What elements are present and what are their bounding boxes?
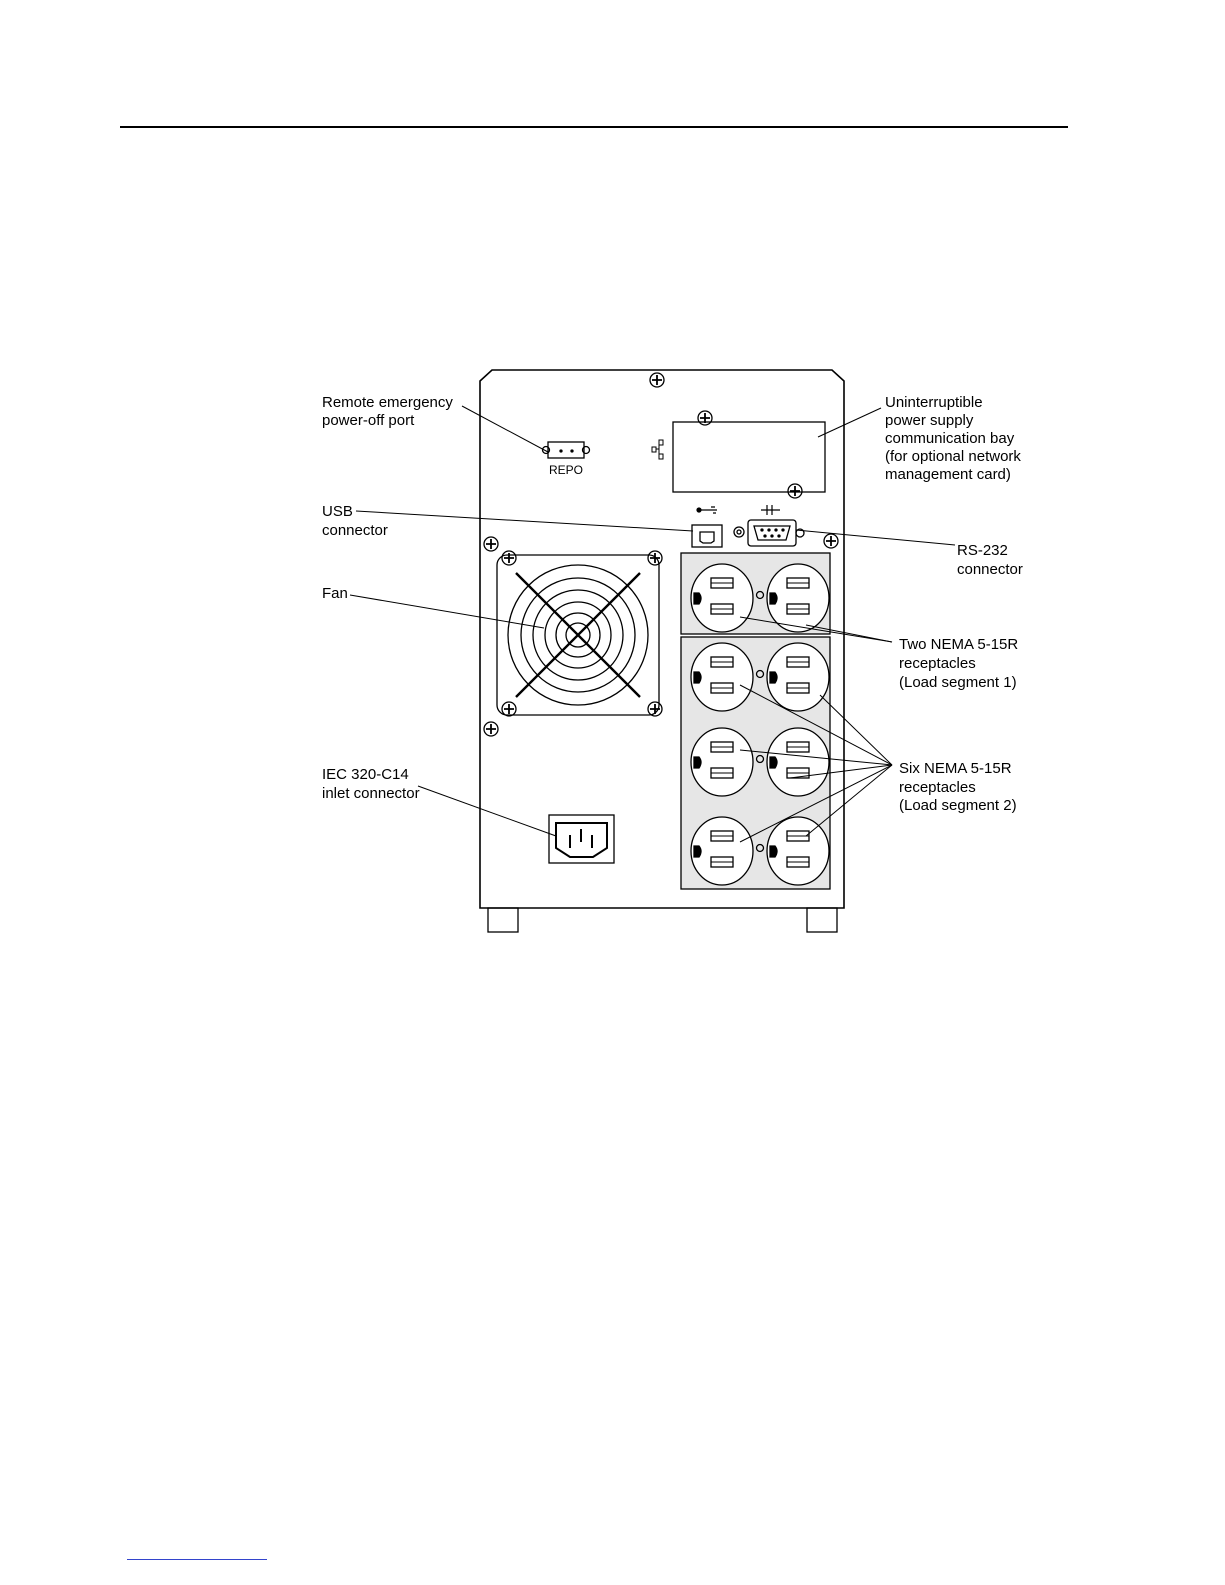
leader-lines: [350, 406, 955, 842]
screw: [502, 702, 516, 716]
six-nema-label-line: (Load segment 2): [899, 797, 1017, 814]
repo-port-label-line: Remote emergency: [322, 394, 453, 411]
rs232-label-line: connector: [957, 561, 1023, 578]
screw: [650, 373, 664, 387]
screw: [484, 537, 498, 551]
nema-5-15r-receptacle: [691, 728, 753, 796]
iec-320-c14-inlet: [549, 815, 614, 863]
comm-bay-label-line: (for optional network: [885, 448, 1021, 465]
rs232-connector: [748, 520, 804, 546]
six-nema-label: [899, 760, 1017, 814]
screw: [788, 484, 802, 498]
screw: [502, 551, 516, 565]
usb-icon: [697, 507, 717, 513]
indicator-led: [734, 527, 744, 537]
repo-port-label-line: power-off port: [322, 412, 415, 429]
comm-bay-label-line: communication bay: [885, 430, 1015, 447]
usb-connector-label: [322, 503, 388, 539]
nema-5-15r-receptacle: [691, 817, 753, 885]
iec-label-line: IEC 320-C14: [322, 766, 409, 783]
nema-5-15r-receptacle: [767, 643, 829, 711]
two-nema-label-line: receptacles: [899, 655, 976, 672]
comm-bay-label-line: Uninterruptible: [885, 394, 983, 411]
screw: [484, 722, 498, 736]
fan-label: Fan: [322, 585, 348, 602]
iec-label-line: inlet connector: [322, 785, 420, 802]
nema-5-15r-receptacle: [691, 564, 753, 632]
usb-connector: [692, 525, 722, 547]
comm-bay-label-line: management card): [885, 466, 1011, 483]
screw: [648, 551, 662, 565]
rs232-connector-label: [957, 542, 1023, 578]
two-nema-label-line: Two NEMA 5-15R: [899, 636, 1019, 653]
repo-port: [543, 442, 590, 458]
iec-inlet-label: [322, 766, 420, 802]
two-nema-label-line: (Load segment 1): [899, 674, 1017, 691]
usb-label-line: connector: [322, 522, 388, 539]
rs232-label-line: RS-232: [957, 542, 1008, 559]
communication-bay-label: [885, 394, 1021, 483]
serial-port-icon: [761, 505, 780, 515]
screw: [648, 702, 662, 716]
six-nema-label-line: receptacles: [899, 779, 976, 796]
comm-bay-label-line: power supply: [885, 412, 974, 429]
six-nema-label-line: Six NEMA 5-15R: [899, 760, 1012, 777]
repo-tag: REPO: [549, 463, 584, 477]
usb-label-line: USB: [322, 503, 353, 520]
network-icon: [652, 440, 663, 459]
fan: [497, 555, 659, 715]
nema-5-15r-receptacle: [767, 564, 829, 632]
nema-5-15r-receptacle: [691, 643, 753, 711]
screw: [698, 411, 712, 425]
nema-5-15r-receptacle: [767, 728, 829, 796]
two-nema-label: [899, 636, 1018, 691]
nema-5-15r-receptacle: [767, 817, 829, 885]
screw: [824, 534, 838, 548]
communication-bay: [673, 422, 825, 492]
repo-port-label: [322, 394, 453, 429]
